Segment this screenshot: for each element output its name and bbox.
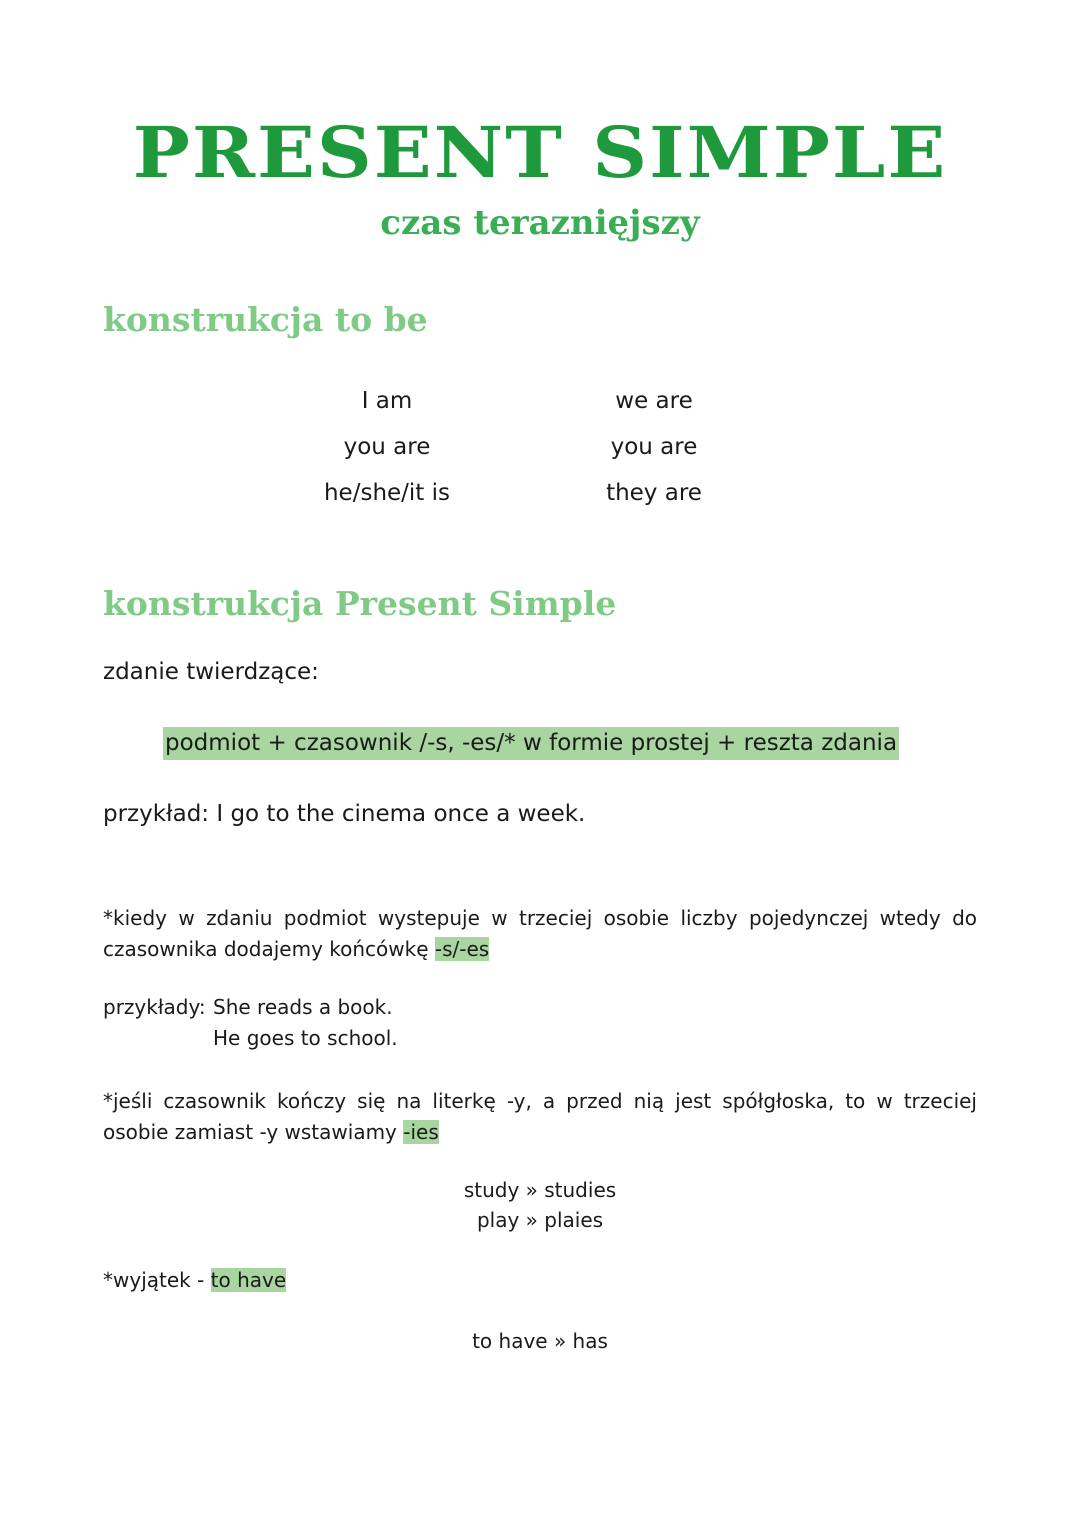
note-y-ending-highlight: -ies: [403, 1120, 439, 1144]
note-third-person-text: *kiedy w zdaniu podmiot wystepuje w trzeciej osobie liczby pojedynczej wtedy do czasownika dodajemy końcówkę: [103, 906, 977, 961]
to-be-left-row-2: you are: [343, 434, 431, 460]
y-example-2: play » plaies: [476, 1208, 604, 1232]
to-be-left-row-3: he/she/it is: [323, 480, 451, 506]
formula-box: podmiot + czasownik /-s, -es/* w formie prostej + reszta zdania: [163, 727, 899, 760]
to-be-right-row-1: we are: [615, 388, 693, 414]
example-sentence: przykład: I go to the cinema once a week.: [103, 801, 586, 827]
examples-line-1: She reads a book.: [213, 995, 393, 1019]
affirmative-label: zdanie twierdzące:: [103, 659, 319, 685]
examples-label: przykłady:: [103, 995, 206, 1019]
to-be-left-row-1: I am: [361, 388, 413, 414]
note-y-ending-text: *jeśli czasownik kończy się na literkę -y, a przed nią jest spółgłoska, to w trzeciej osobie zamiast -y wstawiamy: [103, 1089, 977, 1144]
note-third-person: [103, 903, 977, 965]
exception-label: *wyjątek -: [103, 1268, 205, 1292]
y-example-1: study » studies: [463, 1178, 617, 1202]
to-be-right-row-3: they are: [606, 480, 702, 506]
section-heading-to-be: konstrukcja to be: [103, 300, 428, 339]
note-third-person-highlight: -s/-es: [434, 937, 490, 961]
note-y-ending: [103, 1086, 977, 1148]
page-subtitle: czas teraznięjszy: [380, 203, 700, 243]
exception-line: [103, 1268, 286, 1292]
page-title: PRESENT SIMPLE: [132, 111, 948, 194]
exception-example: to have » has: [472, 1329, 608, 1353]
to-be-right-row-2: you are: [610, 434, 698, 460]
section-heading-present-simple: konstrukcja Present Simple: [103, 584, 617, 623]
examples-line-2: He goes to school.: [213, 1026, 398, 1050]
exception-highlight: to have: [210, 1268, 287, 1292]
